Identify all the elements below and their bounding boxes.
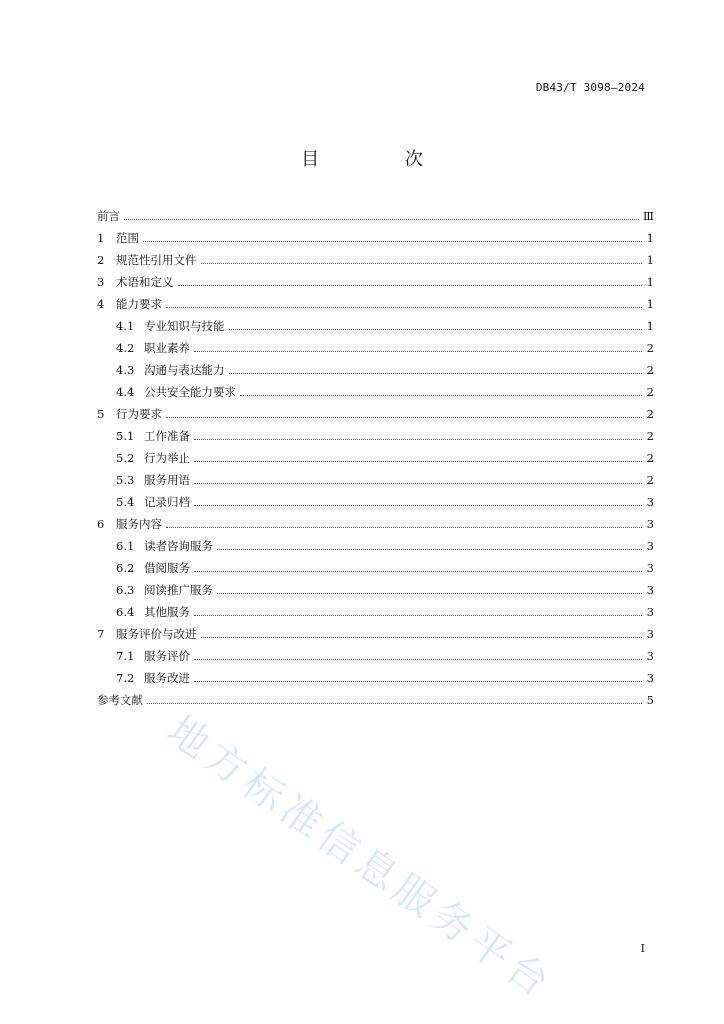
toc-entry-label: 行为举止: [144, 451, 190, 465]
toc-entry-number: 5.3: [116, 473, 135, 487]
toc-entry-number: 6.2: [116, 561, 135, 575]
toc-entry-label: 服务内容: [116, 517, 162, 531]
toc-entry-number: 5: [97, 407, 105, 421]
toc-entry-page: 1: [646, 275, 654, 289]
toc-entry[interactable]: [97, 271, 654, 293]
toc-dot-leader: [166, 526, 642, 528]
toc-dot-leader: [194, 482, 642, 484]
toc-entry-number: 4.3: [116, 363, 135, 377]
toc-dot-leader: [217, 592, 642, 594]
page-number: I: [640, 942, 645, 955]
toc-entry-page: 1: [646, 297, 654, 311]
toc-entry-number: 2: [97, 253, 105, 267]
toc-entry[interactable]: [97, 293, 654, 315]
toc-entry-label: 沟通与表达能力: [144, 363, 225, 377]
toc-entry[interactable]: [97, 491, 654, 513]
toc-entry-page: 3: [646, 517, 654, 531]
toc-entry-page: 3: [646, 649, 654, 663]
toc-entry-label: 前言: [97, 209, 120, 223]
toc-entry[interactable]: [97, 425, 654, 447]
toc-dot-leader: [229, 372, 643, 374]
toc-entry-number: 1: [97, 231, 105, 245]
toc-entry-label: 规范性引用文件: [116, 253, 197, 267]
toc-entry-label: 专业知识与技能: [144, 319, 225, 333]
toc-entry-label: 服务用语: [144, 473, 190, 487]
toc-entry-label: 服务评价与改进: [116, 627, 197, 641]
toc-entry[interactable]: [97, 403, 654, 425]
toc-entry[interactable]: [97, 557, 654, 579]
toc-entry-page: 2: [646, 429, 654, 443]
toc-entry-page: 1: [646, 253, 654, 267]
toc-entry-number: 4.4: [116, 385, 135, 399]
toc-dot-leader: [240, 394, 642, 396]
toc-dot-leader: [194, 658, 642, 660]
toc-entry[interactable]: [97, 535, 654, 557]
toc-entry-page: 2: [646, 341, 654, 355]
toc-entry-label: 阅读推广服务: [144, 583, 213, 597]
toc-entry-label: 范围: [116, 231, 139, 245]
toc-entry-label: 读者咨询服务: [144, 539, 213, 553]
document-code: DB43/T 3098—2024: [535, 81, 645, 94]
toc-dot-leader: [194, 460, 642, 462]
toc-entry[interactable]: [97, 689, 654, 711]
toc-entry-number: 5.2: [116, 451, 135, 465]
toc-dot-leader: [194, 350, 642, 352]
toc-entry-label: 借阅服务: [144, 561, 190, 575]
toc-dot-leader: [201, 636, 643, 638]
toc-entry-page: 3: [646, 495, 654, 509]
toc-entry-label: 其他服务: [144, 605, 190, 619]
toc-entry-number: 4.2: [116, 341, 135, 355]
toc-entry-page: 2: [646, 385, 654, 399]
toc-entry-number: 6.3: [116, 583, 135, 597]
toc-entry[interactable]: [97, 205, 654, 227]
toc-dot-leader: [194, 680, 642, 682]
toc-entry-page: 3: [646, 627, 654, 641]
toc-entry-page: 2: [646, 451, 654, 465]
toc-entry-page: 5: [646, 693, 654, 707]
toc-entry[interactable]: [97, 381, 654, 403]
toc-entry-label: 行为要求: [116, 407, 162, 421]
toc-entry-label: 公共安全能力要求: [144, 385, 236, 399]
toc-dot-leader: [166, 306, 642, 308]
toc-dot-leader: [194, 614, 642, 616]
toc-dot-leader: [178, 284, 643, 286]
toc-entry-number: 3: [97, 275, 105, 289]
toc-dot-leader: [229, 328, 643, 330]
toc-entry-number: 5.4: [116, 495, 135, 509]
toc-entry-number: 4: [97, 297, 105, 311]
toc-dot-leader: [194, 504, 642, 506]
toc-dot-leader: [201, 262, 643, 264]
table-of-contents: [97, 205, 654, 711]
toc-dot-leader: [166, 416, 642, 418]
toc-entry-page: 3: [646, 583, 654, 597]
toc-entry-label: 术语和定义: [116, 275, 174, 289]
toc-entry-page: 3: [646, 539, 654, 553]
toc-entry-page: 2: [646, 363, 654, 377]
toc-entry-page: Ⅲ: [642, 209, 654, 223]
toc-entry-label: 参考文献: [97, 693, 143, 707]
toc-entry[interactable]: [97, 601, 654, 623]
toc-entry[interactable]: [97, 513, 654, 535]
toc-entry-page: 2: [646, 473, 654, 487]
toc-entry[interactable]: [97, 667, 654, 689]
toc-entry-page: 2: [646, 407, 654, 421]
toc-entry-number: 4.1: [116, 319, 135, 333]
toc-entry-number: 7.2: [116, 671, 135, 685]
toc-entry-page: 1: [646, 231, 654, 245]
toc-dot-leader: [194, 570, 642, 572]
watermark: 地方标准信息服务平台: [158, 707, 562, 1009]
toc-entry-page: 3: [646, 605, 654, 619]
toc-entry[interactable]: [97, 447, 654, 469]
toc-entry-number: 6: [97, 517, 105, 531]
toc-entry[interactable]: [97, 315, 654, 337]
page-title: 目 次: [301, 149, 463, 170]
toc-entry[interactable]: [97, 579, 654, 601]
toc-entry-page: 3: [646, 671, 654, 685]
toc-dot-leader: [147, 702, 642, 704]
toc-dot-leader: [143, 240, 642, 242]
toc-entry-number: 7.1: [116, 649, 135, 663]
toc-entry[interactable]: [97, 359, 654, 381]
toc-dot-leader: [217, 548, 642, 550]
toc-entry-label: 服务评价: [144, 649, 190, 663]
toc-entry-page: 1: [646, 319, 654, 333]
toc-entry-label: 职业素养: [144, 341, 190, 355]
toc-entry[interactable]: [97, 623, 654, 645]
toc-entry[interactable]: [97, 337, 654, 359]
toc-entry-label: 服务改进: [144, 671, 190, 685]
toc-entry[interactable]: [97, 645, 654, 667]
toc-entry-page: 3: [646, 561, 654, 575]
toc-entry-number: 7: [97, 627, 105, 641]
toc-entry-label: 能力要求: [116, 297, 162, 311]
toc-entry-label: 工作准备: [144, 429, 190, 443]
toc-dot-leader: [124, 218, 639, 220]
toc-entry-number: 6.1: [116, 539, 135, 553]
toc-entry-number: 6.4: [116, 605, 135, 619]
toc-entry[interactable]: [97, 227, 654, 249]
toc-entry-label: 记录归档: [144, 495, 190, 509]
toc-dot-leader: [194, 438, 642, 440]
toc-entry[interactable]: [97, 249, 654, 271]
toc-entry[interactable]: [97, 469, 654, 491]
toc-entry-number: 5.1: [116, 429, 135, 443]
